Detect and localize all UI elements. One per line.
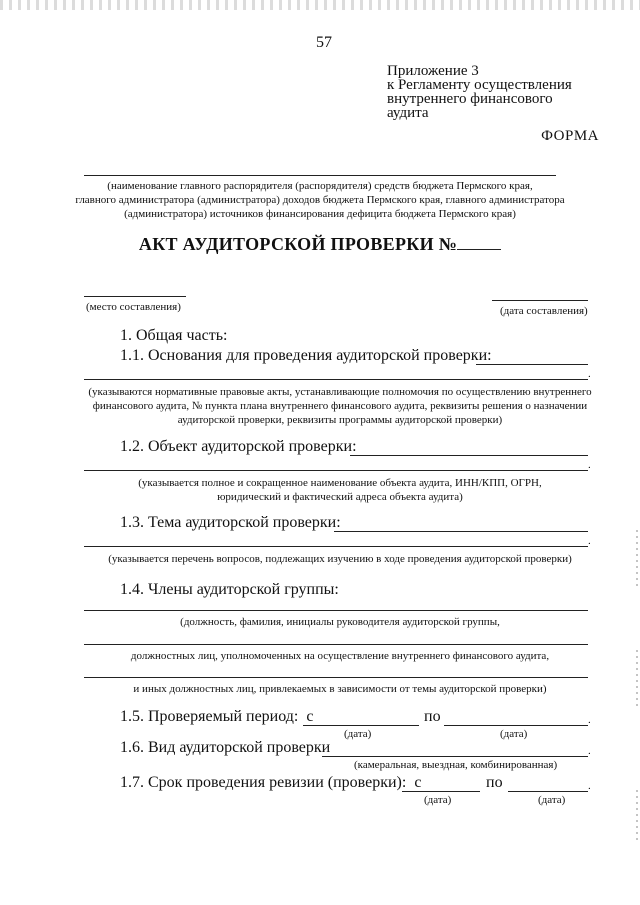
- section-audit-type: 1.6. Вид аудиторской проверки: [120, 739, 331, 756]
- caption-line: (администратора) источников финансирования дефицита бюджета Пермского края): [124, 208, 516, 220]
- place-caption: (место составления): [86, 301, 181, 313]
- term-label: 1.7. Срок проведения ревизии (проверки):: [120, 774, 407, 791]
- audit-type-blank: [322, 756, 588, 757]
- period-end-blank: [444, 725, 588, 726]
- topic-caption: (указывается перечень вопросов, подлежащих изучению в ходе проведения аудиторской проверки): [108, 553, 572, 565]
- caption-line: юридический и фактический адреса объекта аудита): [217, 491, 463, 503]
- organization-blank: [84, 175, 556, 176]
- appendix-line: внутреннего финансового: [387, 91, 553, 107]
- appendix-line: аудита: [387, 105, 429, 121]
- object-blank: [84, 470, 588, 471]
- section-object: 1.2. Объект аудиторской проверки:: [120, 438, 357, 455]
- topic-blank: [334, 531, 588, 532]
- object-caption: [60, 476, 620, 504]
- place-blank: [84, 296, 186, 297]
- caption-line: (указывается полное и сокращенное наименование объекта аудита, ИНН/КПП, ОГРН,: [138, 477, 542, 489]
- caption-line: (наименование главного распорядителя (распорядителя) средств бюджета Пермского края,: [107, 180, 533, 192]
- scan-artifact: [0, 0, 640, 10]
- dot: .: [588, 368, 591, 380]
- period-to: по: [424, 708, 441, 725]
- dot: .: [588, 745, 591, 757]
- scan-edge-artifact: [636, 790, 638, 840]
- dot: .: [588, 459, 591, 471]
- section-topic: 1.3. Тема аудиторской проверки:: [120, 514, 341, 531]
- period-label: 1.5. Проверяемый период:: [120, 708, 299, 725]
- page-number: 57: [316, 34, 332, 51]
- term-start-blank: [402, 791, 480, 792]
- appendix-line: к Регламенту осуществления: [387, 77, 572, 93]
- title-text: АКТ АУДИТОРСКОЙ ПРОВЕРКИ №: [138, 234, 458, 254]
- members-caption: должностных лиц, уполномоченных на осуществление внутреннего финансового аудита,: [130, 650, 550, 662]
- document-title: [0, 234, 640, 255]
- basis-blank: [476, 364, 588, 365]
- term-end-blank: [508, 791, 588, 792]
- dot: .: [588, 714, 591, 726]
- period-start-caption: (дата): [344, 728, 372, 740]
- members-blank: [84, 610, 588, 611]
- basis-caption: [60, 385, 620, 427]
- scan-edge-artifact: [636, 530, 638, 590]
- dot: .: [588, 535, 591, 547]
- caption-line: (указываются нормативные правовые акты, устанавливающие полномочия по осуществлению внутреннего: [88, 386, 592, 398]
- audit-type-caption: (камеральная, выездная, комбинированная): [354, 759, 558, 771]
- section-basis: 1.1. Основания для проведения аудиторской проверки:: [120, 347, 492, 364]
- act-number-blank: [457, 249, 501, 250]
- caption-line: аудиторской проверки, реквизиты программы аудиторской проверки): [177, 414, 503, 426]
- period-end-caption: (дата): [500, 728, 528, 740]
- term-from: с: [414, 774, 422, 791]
- period-start-blank: [303, 725, 419, 726]
- basis-blank: [84, 379, 588, 380]
- dot: .: [588, 780, 591, 792]
- term-end-caption: (дата): [538, 794, 566, 806]
- section-general: 1. Общая часть:: [120, 327, 228, 344]
- members-blank: [84, 677, 588, 678]
- members-caption: и иных должностных лиц, привлекаемых в зависимости от темы аудиторской проверки): [133, 683, 547, 695]
- topic-blank: [84, 546, 588, 547]
- period-from: с: [306, 708, 314, 725]
- caption-line: главного администратора (администратора) доходов бюджета Пермского края, главного администратора: [75, 194, 565, 206]
- section-period: [120, 708, 313, 726]
- section-term: [120, 774, 421, 792]
- date-blank: [492, 300, 588, 301]
- object-blank: [350, 455, 588, 456]
- section-members: 1.4. Члены аудиторской группы:: [120, 581, 339, 598]
- appendix-line: Приложение 3: [387, 63, 479, 79]
- term-to: по: [486, 774, 503, 791]
- members-caption: (должность, фамилия, инициалы руководителя аудиторской группы,: [180, 616, 500, 628]
- date-caption: (дата составления): [500, 305, 588, 317]
- form-label: ФОРМА: [541, 128, 599, 144]
- caption-line: финансового аудита, № пункта плана внутреннего финансового аудита, реквизиты решения о назначении: [92, 400, 588, 412]
- appendix-note: [387, 64, 572, 120]
- term-start-caption: (дата): [424, 794, 452, 806]
- organization-caption: [60, 179, 580, 221]
- members-blank: [84, 644, 588, 645]
- scan-edge-artifact: [636, 650, 638, 710]
